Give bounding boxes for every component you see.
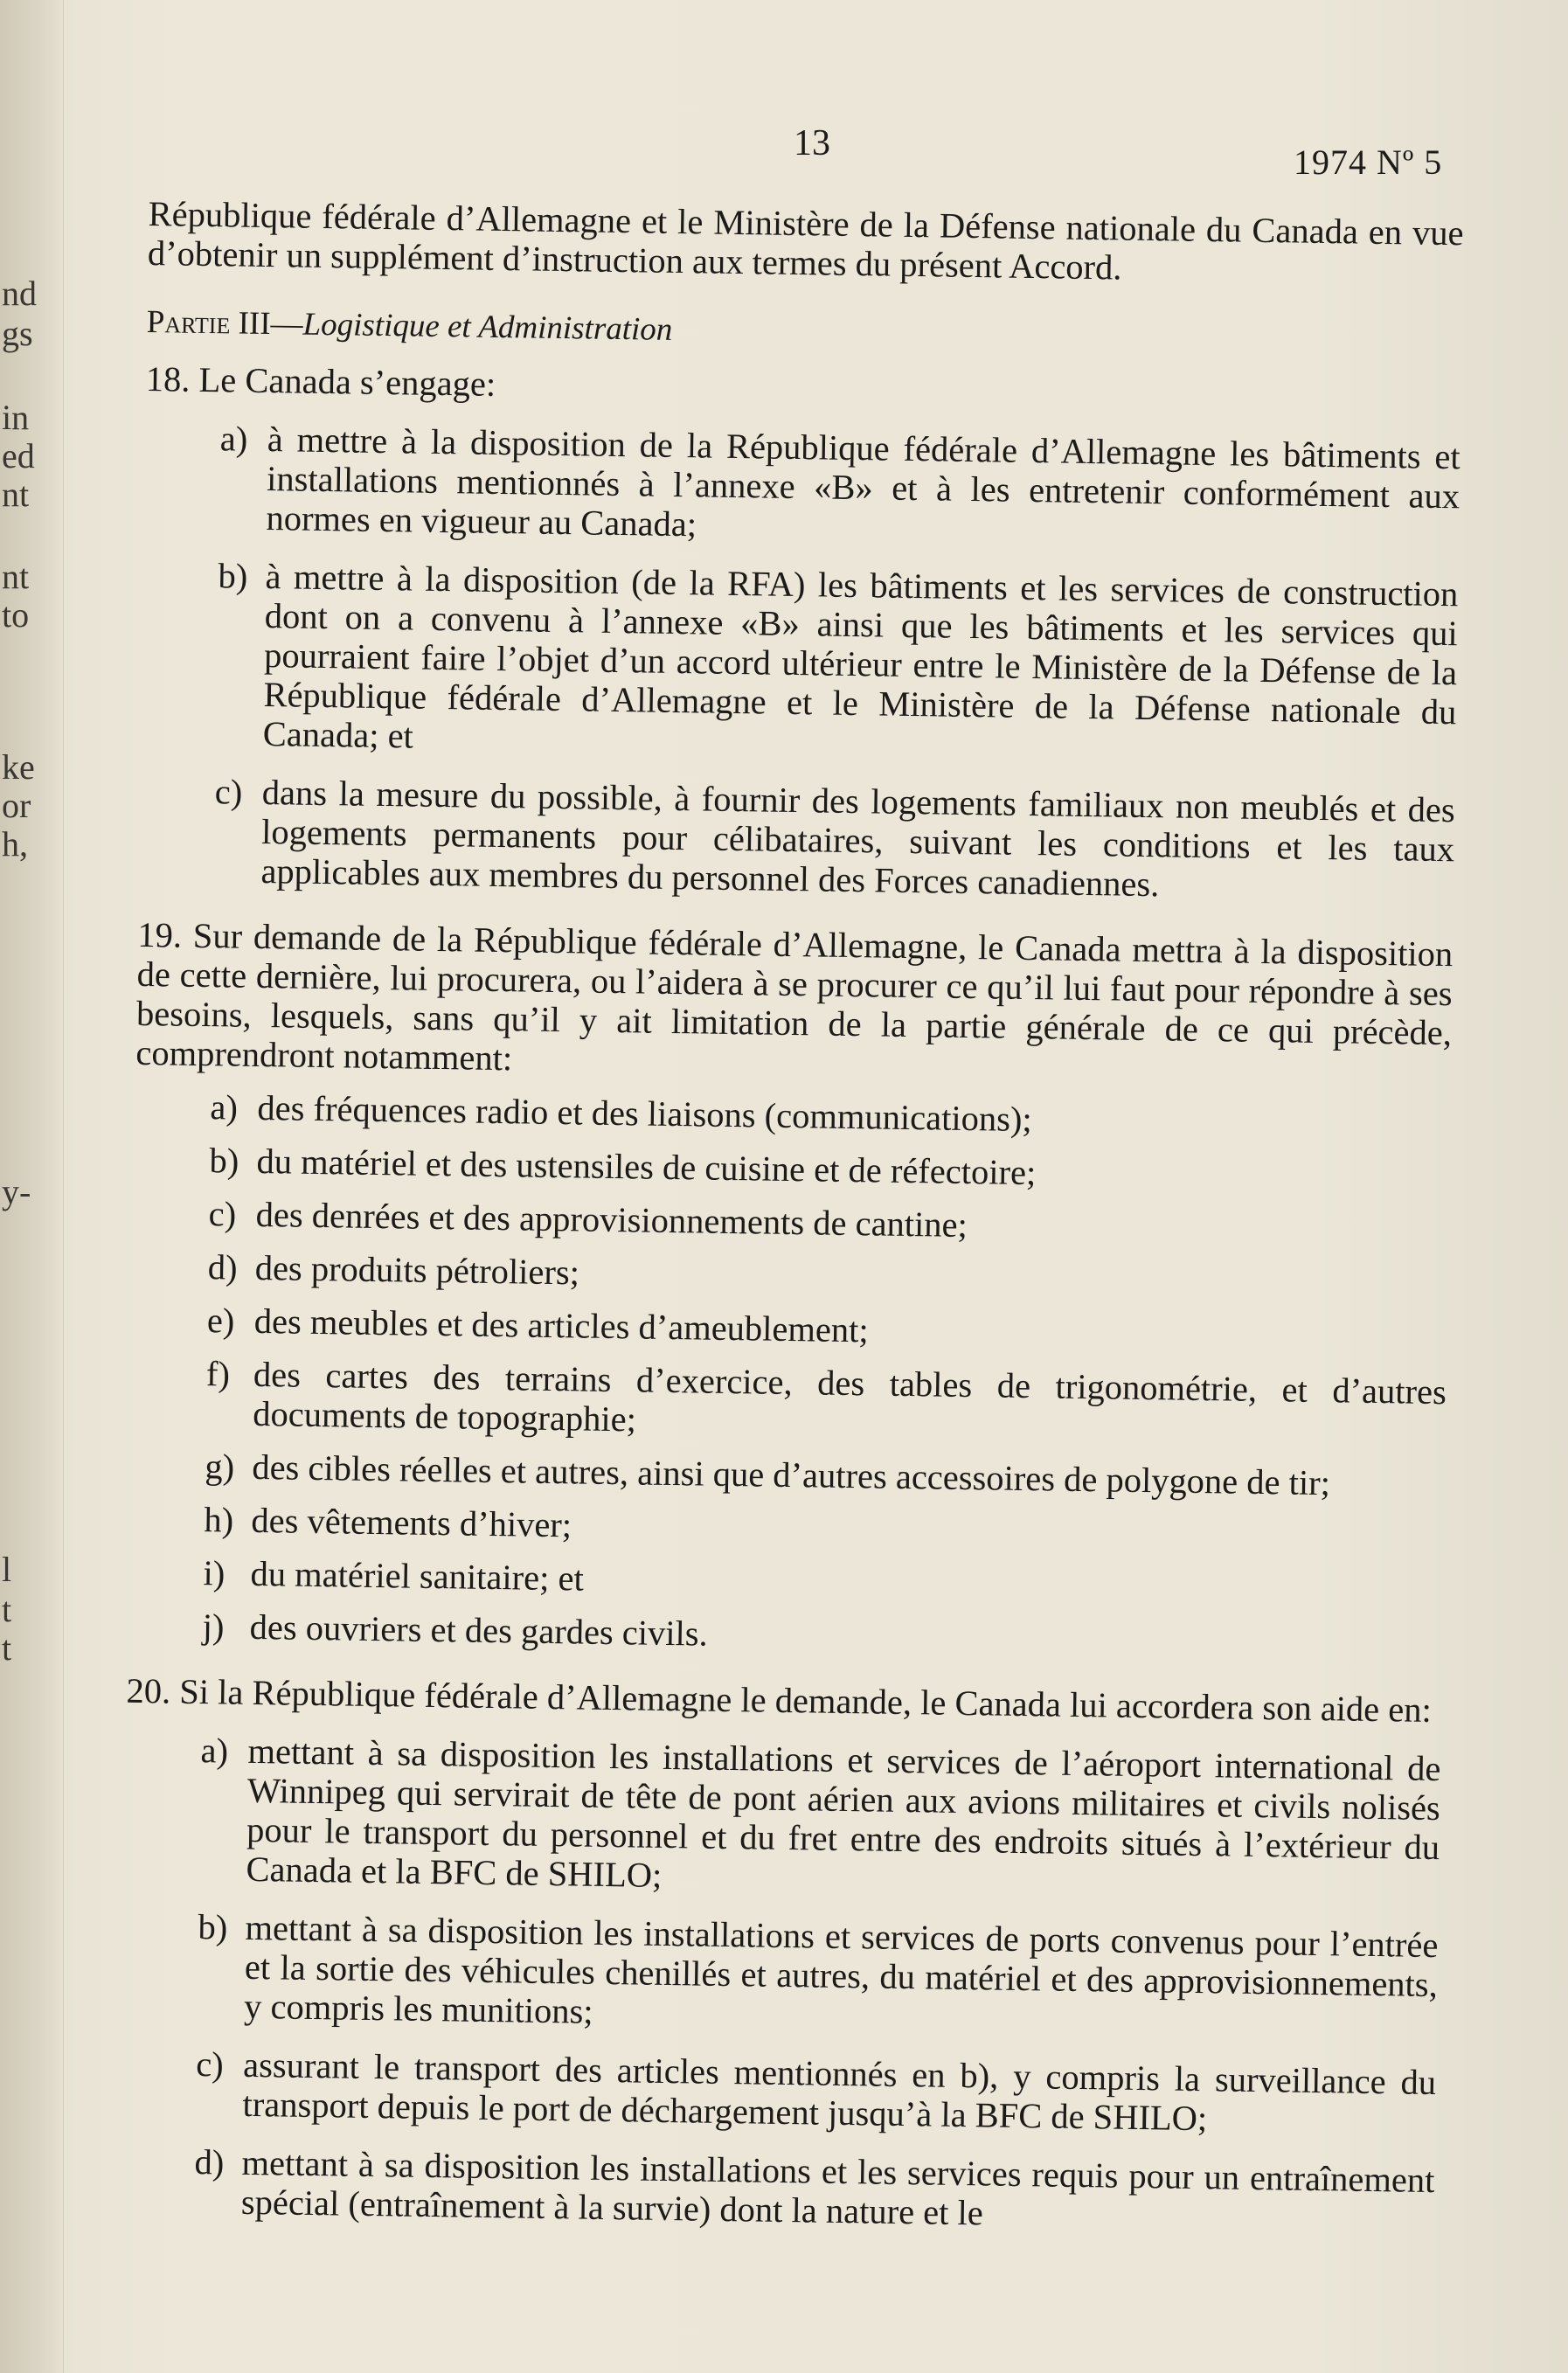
item-label: d) [207,1247,238,1287]
list-item [138,771,1455,908]
gutter-fragment: t [2,1590,12,1629]
gutter-fragment: nt [2,557,30,596]
list-item [134,1140,1450,1198]
item-text: du matériel sanitaire; et [250,1553,585,1599]
gutter-fragment: ed [2,436,35,475]
item-text: mettant à sa disposition les installations et services de l’aéroport international de Winnipeg qui servirait de tête de pont aérien aux avions militaires et civils nolisés pour le transport du personnel et du fret entre des endroits situés à l’extérieur du Canada et la BFC de SHILO; [246,1731,1441,1895]
list-item [143,418,1460,555]
item-text: des ouvriers et des gardes civils. [249,1606,709,1654]
item-text: mettant à sa disposition les installations et les services requis pour un entraînement spécial (entraînement à la survie) dont la nature et le [240,2142,1435,2233]
item-text: à mettre à la disposition (de la RFA) les bâtiments et les services de construction dont on a convenu à l’annexe «B» ainsi que les bâtiments et les services qui pourraient faire l’objet d’un accord ultérieur entre le Ministère de la Défense de la République fédérale d’Allemagne et le Ministère de la Défense nationale du Canada; et [262,557,1459,756]
item-label: b) [218,556,248,596]
gutter-fragment: h, [2,824,28,864]
item-text: des fréquences radio et des liaisons (communications); [257,1087,1032,1140]
part-heading-title: Logistique et Administration [302,306,673,348]
item-text: des vêtements d’hiver; [251,1500,572,1545]
list-item [135,1086,1451,1145]
document-reference: 1974 Nº 5 [1294,142,1443,182]
section-19-lead: 19. Sur demande de la République fédérale d’Allemagne, le Canada mettra à la disposition de cette dernière, lui procurera, ou l’aidera à se procurer ce qu’il lui faut pour répondre à ses besoins, lesquels, sans qu’il y ait limitation de la partie générale de ce qui précède, comprendront notamment: [135,914,1454,1079]
part-heading [146,302,1462,361]
item-label: b) [209,1141,239,1181]
item-label: a) [219,419,248,459]
gutter-fragment: nd [2,274,37,313]
list-item [129,1446,1446,1504]
gutter-fragment: t [2,1628,12,1668]
list-item [119,2141,1435,2239]
item-text: des produits pétroliers; [254,1247,580,1293]
item-label: c) [214,772,243,812]
gutter-fragment: ke [2,747,35,787]
item-text: des meubles et des articles d’ameublement; [253,1301,870,1350]
list-item [123,1730,1441,1906]
list-item [128,1499,1445,1558]
section-18 [138,359,1461,908]
item-label: e) [206,1301,235,1341]
intro-paragraph: République fédérale d’Allemagne et le Ministère de la Défense nationale du Canada en vue d’obtenir un supplément d’instruction aux termes du présent Accord. [147,194,1464,288]
facing-page-edge [0,0,64,2373]
gutter-fragment: nt [2,475,30,514]
gutter-fragment: l [2,1550,12,1589]
item-text: dans la mesure du possible, à fournir des logements familiaux non meublés et des logements permanents pour célibataires, suivant les conditions et les taux applicables aux membres du personnel des Forces canadiennes. [260,773,1456,905]
list-item [132,1246,1448,1305]
page-body [119,194,1464,2239]
item-label: d) [194,2142,225,2182]
list-item [127,1606,1443,1664]
item-label: a) [210,1087,239,1128]
item-label: h) [204,1500,234,1540]
section-20-lead: 20. Si la République fédérale d’Allemagne le demande, le Canada lui accordera son aide en: [126,1670,1433,1730]
item-label: j) [202,1606,225,1647]
list-item [121,1906,1439,2043]
item-label: a) [200,1731,229,1771]
gutter-fragment: y- [2,1172,31,1211]
list-item [120,2043,1436,2141]
list-item [130,1353,1447,1451]
gutter-fragment: to [2,595,30,635]
list-item [132,1300,1448,1358]
item-label: g) [205,1447,235,1487]
item-label: b) [198,1907,228,1947]
item-label: c) [208,1194,237,1234]
part-heading-prefix: Partie III— [146,303,303,343]
gutter-fragment: in [2,398,30,437]
item-label: f) [205,1354,231,1394]
item-text: à mettre à la disposition de la République fédérale d’Allemagne les bâtiments et installations mentionnés à l’annexe «B» et à les entretenir conformément aux normes en vigueur au Canada; [266,420,1461,545]
list-item [141,555,1459,771]
item-text: du matériel et des ustensiles de cuisine et de réfectoire; [256,1141,1037,1193]
item-text: des denrées et des approvisionnements de cantine; [255,1194,968,1245]
section-18-lead: 18. Le Canada s’engage: [145,358,496,404]
gutter-fragment: gs [2,314,33,353]
item-text: mettant à sa disposition les installations et services de ports convenus pour l’entrée et la sortie des véhicules chenillés et autres, du matériel et des approvisionnements, y compris les munitions; [243,1907,1439,2031]
item-text: des cartes des terrains d’exercice, des tables de trigonométrie, et d’autres documents de topographie; [252,1354,1447,1440]
section-20 [119,1671,1442,2239]
item-label: i) [203,1553,225,1593]
list-item [133,1193,1449,1252]
page-number: 13 [794,123,830,163]
list-item [128,1552,1444,1611]
item-label: c) [195,2044,225,2085]
gutter-fragment: or [2,786,31,825]
section-19 [127,915,1453,1664]
item-text: assurant le transport des articles mentionnés en b), y compris la surveillance du transport depuis le port de déchargement jusqu’à la BFC de SHILO; [242,2044,1437,2139]
item-text: des cibles réelles et autres, ainsi que d’autres accessoires de polygone de tir; [252,1447,1331,1503]
